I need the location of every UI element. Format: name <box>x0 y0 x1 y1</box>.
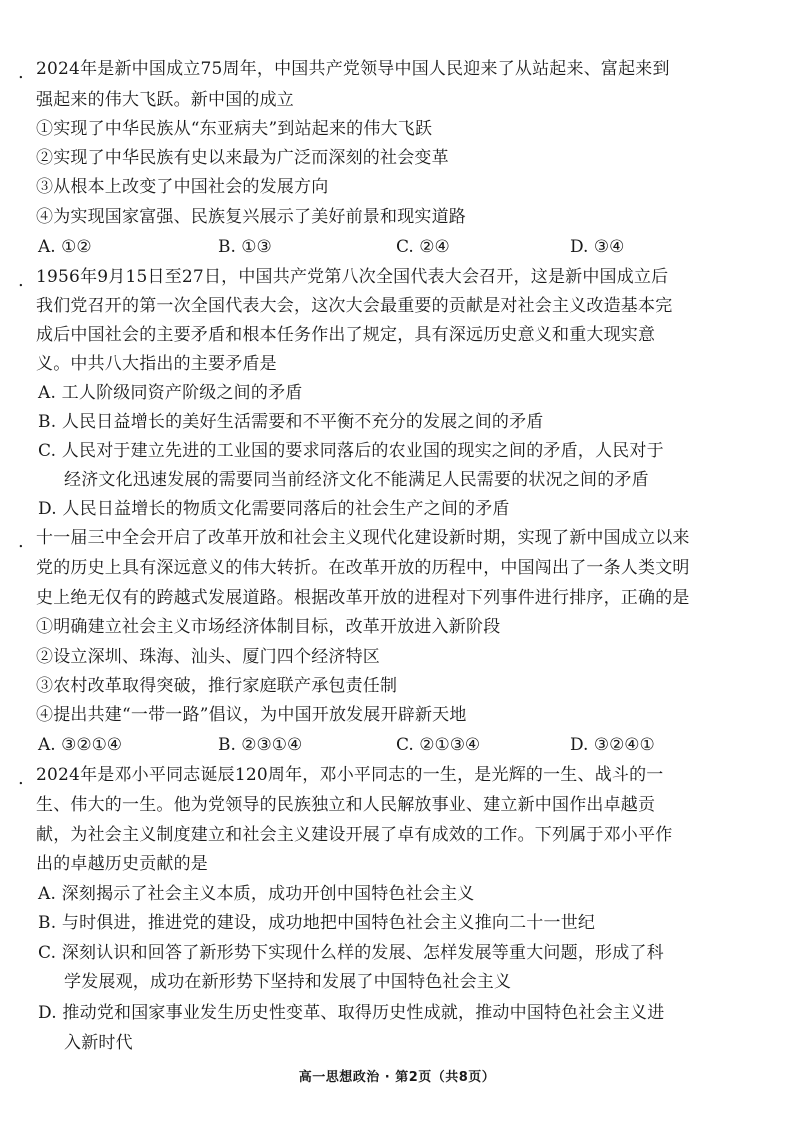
q1-choice-d[interactable]: D. ③④ <box>570 237 625 257</box>
q3-item-2: ②设立深圳、珠海、汕头、厦门四个经济特区 <box>36 647 380 667</box>
q3-choice-a[interactable]: A. ③②①④ <box>38 735 123 755</box>
q4-option-d-line-2[interactable]: 入新时代 <box>64 1033 133 1053</box>
q2-option-b[interactable]: B. 人民日益增长的美好生活需要和不平衡不充分的发展之间的矛盾 <box>38 412 544 432</box>
q4-stem-line-3: 献，为社会主义制度建立和社会主义建设开展了卓有成效的工作。下列属于邓小平作 <box>36 825 673 845</box>
q1-choice-a[interactable]: A. ①② <box>38 237 92 257</box>
q1-item-1: ①实现了中华民族从“东亚病夫”到站起来的伟大飞跃 <box>36 119 433 139</box>
q1-stem-line-2: 强起来的伟大飞跃。新中国的成立 <box>36 90 294 110</box>
q3-stem-line-1: 十一届三中全会开启了改革开放和社会主义现代化建设新时期，实现了新中国成立以来 <box>36 528 690 548</box>
q3-choice-c[interactable]: C. ②①③④ <box>396 735 481 755</box>
q3-choice-b[interactable]: B. ②③①④ <box>218 735 303 755</box>
q1-stem-line-1: 2024年是新中国成立75周年，中国共产党领导中国人民迎来了从站起来、富起来到 <box>36 59 670 79</box>
q4-option-c-line-1[interactable]: C. 深刻认识和回答了新形势下实现什么样的发展、怎样发展等重大问题，形成了科 <box>38 943 664 963</box>
q2-stem-line-4: 义。中共八大指出的主要矛盾是 <box>36 354 277 374</box>
question-marker: . <box>18 768 24 789</box>
q4-option-b[interactable]: B. 与时俱进，推进党的建设，成功地把中国特色社会主义推向二十一世纪 <box>38 913 596 933</box>
q1-item-3: ③从根本上改变了中国社会的发展方向 <box>36 177 329 197</box>
q1-item-2: ②实现了中华民族有史以来最为广泛而深刻的社会变革 <box>36 148 449 168</box>
q3-item-1: ①明确建立社会主义市场经济体制目标，改革开放进入新阶段 <box>36 617 501 637</box>
q3-stem-line-2: 党的历史上具有深远意义的伟大转折。在改革开放的历程中，中国闯出了一条人类文明 <box>36 558 690 578</box>
q2-option-d[interactable]: D. 人民日益增长的物质文化需要同落后的社会生产之间的矛盾 <box>38 499 510 519</box>
q3-item-4: ④提出共建“一带一路”倡议，为中国开放发展开辟新天地 <box>36 705 467 725</box>
q1-choice-c[interactable]: C. ②④ <box>396 237 450 257</box>
q4-option-d-line-1[interactable]: D. 推动党和国家事业发生历史性变革、取得历史性成就，推动中国特色社会主义进 <box>38 1003 665 1023</box>
q4-stem-line-4: 出的卓越历史贡献的是 <box>36 854 208 874</box>
page-footer: 高一思想政治 · 第2页（共8页） <box>298 1070 496 1085</box>
q2-stem-line-3: 成后中国社会的主要矛盾和根本任务作出了规定，具有深远历史意义和重大现实意 <box>36 325 656 345</box>
q3-item-3: ③农村改革取得突破，推行家庭联产承包责任制 <box>36 676 398 696</box>
q4-option-c-line-2[interactable]: 学发展观，成功在新形势下坚持和发展了中国特色社会主义 <box>64 972 512 992</box>
question-marker: . <box>18 62 24 83</box>
q2-option-a[interactable]: A. 工人阶级同资产阶级之间的矛盾 <box>38 383 303 403</box>
q3-stem-line-3: 史上绝无仅有的跨越式发展道路。根据改革开放的进程对下列事件进行排序，正确的是 <box>36 588 690 608</box>
question-marker: . <box>18 531 24 552</box>
q3-choice-d[interactable]: D. ③②④① <box>570 735 655 755</box>
q2-option-c-line-1[interactable]: C. 人民对于建立先进的工业国的要求同落后的农业国的现实之间的矛盾，人民对于 <box>38 441 664 461</box>
q4-stem-line-1: 2024年是邓小平同志诞辰120周年，邓小平同志的一生，是光辉的一生、战斗的一 <box>36 765 664 785</box>
q4-stem-line-2: 生、伟大的一生。他为党领导的民族独立和人民解放事业、建立新中国作出卓越贡 <box>36 795 656 815</box>
q2-stem-line-1: 1956年9月15日至27日，中国共产党第八次全国代表大会召开，这是新中国成立后 <box>36 267 669 287</box>
q2-stem-line-2: 我们党召开的第一次全国代表大会，这次大会最重要的贡献是对社会主义改造基本完 <box>36 296 673 316</box>
q2-option-c-line-2[interactable]: 经济文化迅速发展的需要同当前经济文化不能满足人民需要的状况之间的矛盾 <box>64 470 649 490</box>
question-marker: . <box>18 270 24 291</box>
q1-item-4: ④为实现国家富强、民族复兴展示了美好前景和现实道路 <box>36 207 466 227</box>
q1-choice-b[interactable]: B. ①③ <box>218 237 272 257</box>
q4-option-a[interactable]: A. 深刻揭示了社会主义本质，成功开创中国特色社会主义 <box>38 884 475 904</box>
